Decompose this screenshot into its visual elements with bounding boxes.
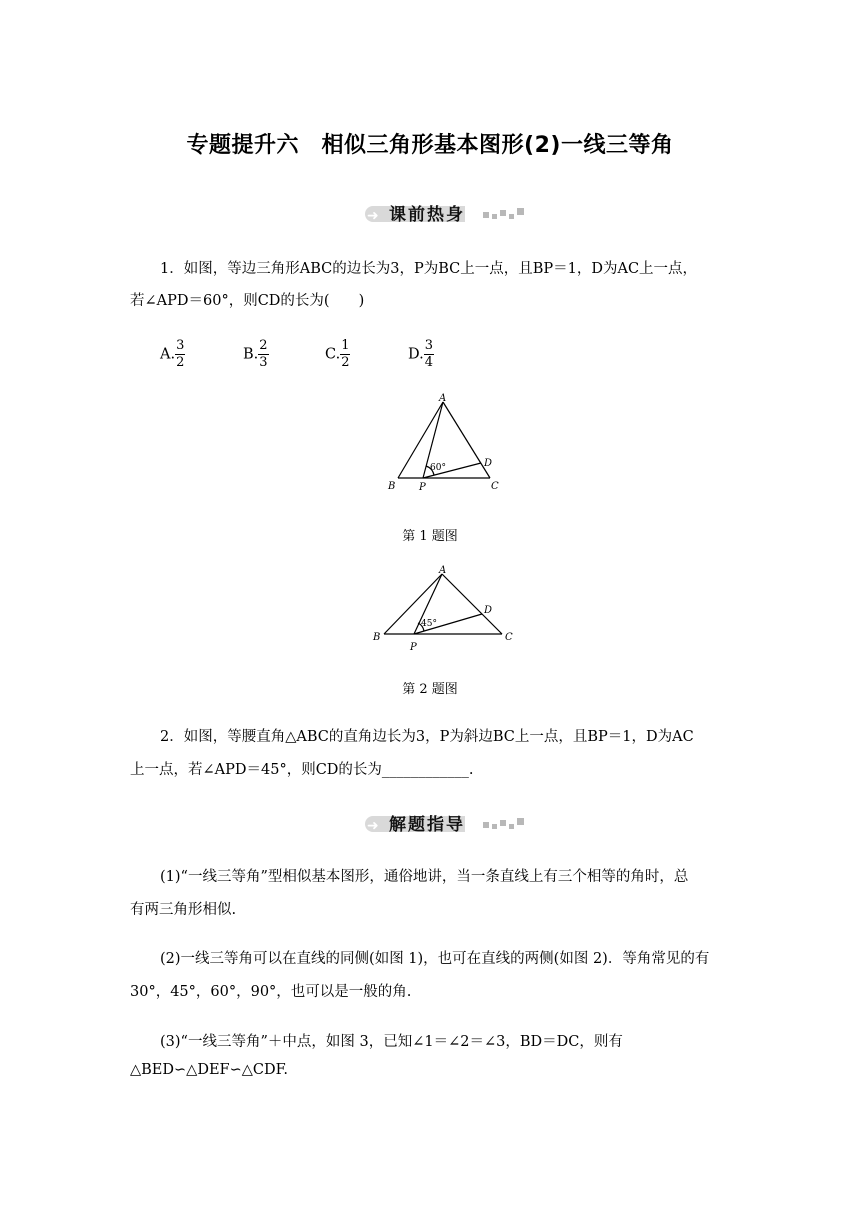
- edge-ac: [442, 574, 502, 634]
- q1-line2: 若∠APD＝60°，则CD的长为( ): [130, 293, 365, 309]
- section-title-guide: 解题指导: [389, 815, 465, 835]
- guide-p2-line2: 30°，45°，60°，90°，也可以是一般的角.: [130, 984, 412, 1000]
- label-b: B: [388, 481, 396, 492]
- dots-decoration: [483, 208, 525, 222]
- label-a: A: [439, 565, 447, 576]
- page-title: 专题提升六 相似三角形基本图形(2)一线三等角: [186, 133, 674, 158]
- arrow-icon: ➜: [367, 818, 379, 834]
- section-banner-guide: [365, 810, 525, 836]
- guide-p3-line2: △BED∽△DEF∽△CDF.: [130, 1062, 289, 1078]
- q2-line2: 上一点，若∠APD＝45°，则CD的长为____________.: [130, 762, 474, 778]
- guide-p1-line2: 有两三角形相似.: [130, 902, 237, 918]
- q1-option-d[interactable]: D. $\frac{3}{4}$: [408, 338, 433, 370]
- q1-line1: 1．如图，等边三角形ABC的边长为3，P为BC上一点，且BP＝1，D为AC上一点，: [160, 261, 698, 277]
- label-angle: 45°: [421, 619, 437, 629]
- label-d: D: [484, 458, 493, 469]
- section-title-warmup: 课前热身: [389, 205, 465, 225]
- label-angle: 60°: [430, 463, 446, 473]
- dots-decoration: [483, 818, 525, 832]
- q2-line1: 2．如图，等腰直角△ABC的直角边长为3，P为斜边BC上一点，且BP＝1，D为AC: [160, 729, 694, 745]
- figure-1-caption: 第 1 题图: [402, 529, 458, 544]
- q1-option-a[interactable]: A. $\frac{3}{2}$: [160, 338, 185, 370]
- label-a: A: [439, 393, 447, 404]
- guide-p2-line1: (2)一线三等角可以在直线的同侧(如图 1)，也可在直线的两侧(如图 2)．等角常见的有: [160, 951, 710, 967]
- label-c: C: [491, 481, 499, 492]
- figure-1-diagram: [380, 390, 510, 495]
- figure-2-diagram: [370, 562, 520, 657]
- arrow-icon: ➜: [367, 208, 379, 224]
- guide-p3-line1: (3)“一线三等角”＋中点，如图 3，已知∠1＝∠2＝∠3，BD＝DC，则有: [160, 1034, 623, 1050]
- label-p: P: [419, 482, 426, 493]
- q1-option-b[interactable]: B. $\frac{2}{3}$: [243, 338, 268, 370]
- q1-option-c[interactable]: C. $\frac{1}{2}$: [325, 338, 350, 370]
- guide-p1-line1: (1)“一线三等角”型相似基本图形，通俗地讲，当一条直线上有三个相等的角时，总: [160, 869, 689, 885]
- label-b: B: [373, 632, 381, 643]
- label-c: C: [505, 632, 513, 643]
- label-d: D: [484, 605, 493, 616]
- section-banner-warmup: [365, 200, 525, 226]
- label-p: P: [410, 642, 417, 653]
- figure-2-caption: 第 2 题图: [402, 682, 458, 697]
